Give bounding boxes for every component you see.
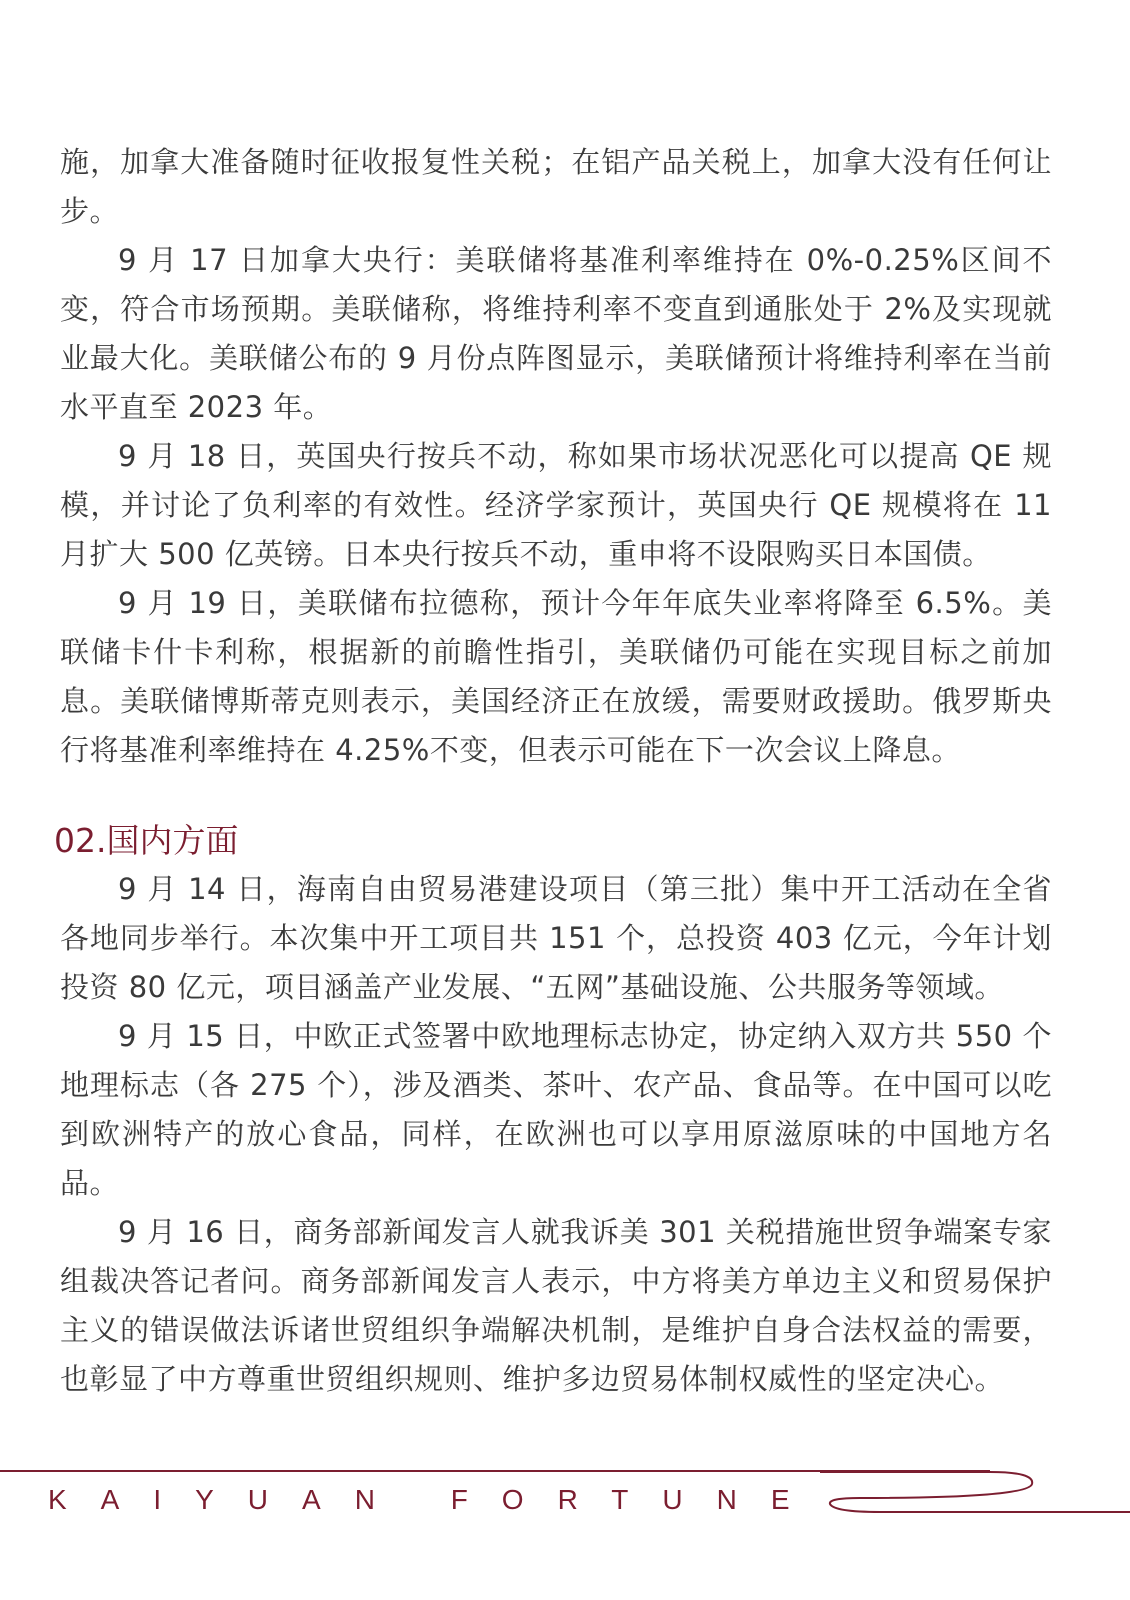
paragraph-sep15: 9 月 15 日，中欧正式签署中欧地理标志协定，协定纳入双方共 550 个地理标志（各 275 个），涉及酒类、茶叶、农产品、食品等。在中国可以吃到欧洲特产的放心食品，同样，在欧洲也可以享用原滋原味的中国地方名品。 [60,1019,1052,1200]
paragraph-sep19: 9 月 19 日，美联储布拉德称，预计今年年底失业率将降至 6.5%。美联储卡什卡利称，根据新的前瞻性指引，美联储仍可能在实现目标之前加息。美联储博斯蒂克则表示，美国经济正在放缓，需要财政援助。俄罗斯央行将基准利率维持在 4.25%不变，但表示可能在下一次会议上降息。 [60,586,1052,767]
footer-brand: KAIYUAN FORTUNE [48,1484,824,1515]
paragraph-sep14: 9 月 14 日，海南自由贸易港建设项目（第三批）集中开工活动在全省各地同步举行。本次集中开工项目共 151 个，总投资 403 亿元，今年计划投资 80 亿元，项目涵盖产业发展、“五网”基础设施、公共服务等领域。 [60,872,1052,1004]
article-body [54,138,1052,1404]
section-title-domestic: 02.国内方面 [54,821,239,860]
page-footer [0,1470,1130,1550]
paragraph-continuation: 施，加拿大准备随时征收报复性关税；在铝产品关税上，加拿大没有任何让步。 [60,145,1052,228]
paragraph-sep18: 9 月 18 日，英国央行按兵不动，称如果市场状况恶化可以提高 QE 规模，并讨论了负利率的有效性。经济学家预计，英国央行 QE 规模将在 11 月扩大 500 亿英镑。日本央行按兵不动，重申将不设限购买日本国债。 [60,439,1052,571]
paragraph-sep17: 9 月 17 日加拿大央行：美联储将基准利率维持在 0%-0.25%区间不变，符合市场预期。美联储称，将维持利率不变直到通胀处于 2%及实现就业最大化。美联储公布的 9 月份点阵图显示，美联储预计将维持利率在当前水平直至 2023 年。 [60,243,1052,424]
paragraph-sep16: 9 月 16 日，商务部新闻发言人就我诉美 301 关税措施世贸争端案专家组裁决答记者问。商务部新闻发言人表示，中方将美方单边主义和贸易保护主义的错误做法诉诸世贸组织争端解决机制，是维护自身合法权益的需要，也彰显了中方尊重世贸组织规则、维护多边贸易体制权威性的坚定决心。 [60,1215,1052,1396]
swoosh-logo-icon [820,1470,1130,1530]
